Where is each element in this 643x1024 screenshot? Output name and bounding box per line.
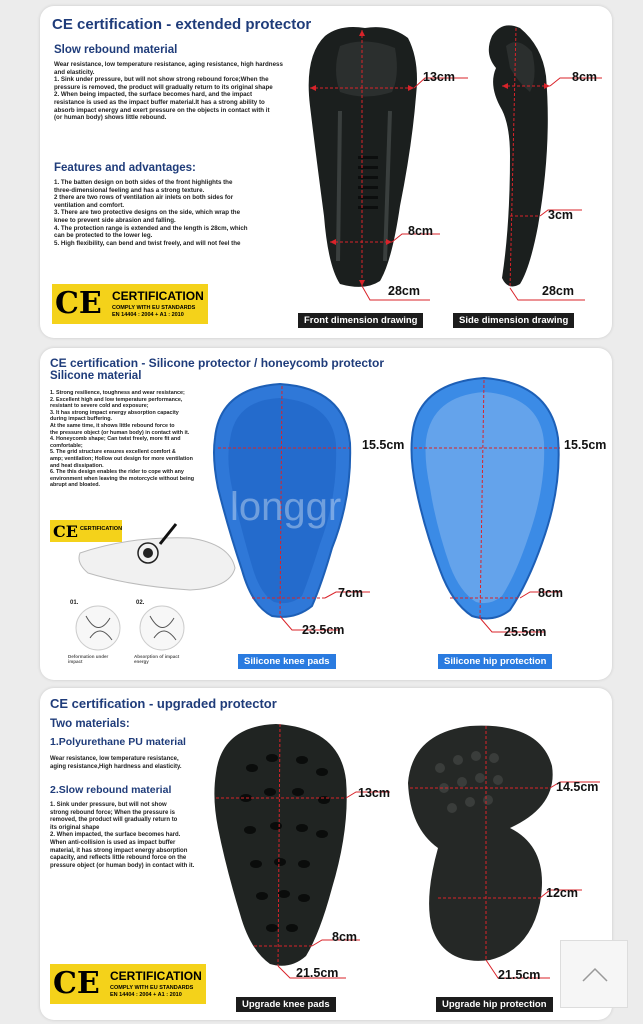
ce-mini-logo: CE bbox=[53, 522, 78, 541]
side-mid-width-label: 3cm bbox=[548, 208, 574, 222]
upgrade-hip-top-label: 14.5cm bbox=[556, 780, 599, 794]
front-caption: Front dimension drawing bbox=[298, 313, 423, 328]
step-2-note: Absorption of impact energy bbox=[134, 654, 180, 664]
ce-standard: COMPLY WITH EU STANDARDS EN 14404 : 2004 + A1 : 2010 bbox=[110, 985, 194, 998]
side-caption: Side dimension drawing bbox=[453, 313, 574, 328]
step-illustrations bbox=[76, 606, 184, 650]
ce-label: CERTIFICATION bbox=[112, 289, 204, 303]
upgrade-knee-length-label: 21.5cm bbox=[296, 966, 339, 980]
upgrade-hip-mid-label: 12cm bbox=[546, 886, 578, 900]
front-knee-pad-image bbox=[309, 27, 417, 287]
upgrade-knee-caption: Upgrade knee pads bbox=[236, 997, 336, 1012]
side-length-label: 28cm bbox=[542, 284, 574, 298]
section-title: CE certification - upgraded protector bbox=[50, 696, 277, 711]
side-top-width-label: 8cm bbox=[572, 70, 598, 84]
section-subtitle: Slow rebound material bbox=[54, 44, 178, 56]
material-1-description: Wear resistance, low temperature resistance, aging resistance,High hardness and elasticity. bbox=[50, 756, 182, 770]
material-1-title: 1.Polyurethane PU material bbox=[50, 736, 186, 748]
silicone-description: 1. Strong resilience, toughness and wear resistance; 2. Excellent high and low temperature performance, resistant to severe cold and exposure; 3. It has strong impact energy absorption capacity during impact buffering. At the same time, it shows little rebound force to the pressure object (or human body) in contact with it. 4. Honeycomb shape; Can twist freely, more fit and comfortable; 5. The grid structure ensures excellent comfort & amp; ventilation; Hollow out design for more ventilation and heat dissipation. 6. The this design enables the rider to cope with any environment when leaving the motorcycle without being abrupt and bloated. bbox=[50, 390, 195, 489]
hip-lower-label: 8cm bbox=[538, 586, 564, 600]
section-title: CE certification - extended protector bbox=[52, 16, 312, 33]
features-description: 1. The batten design on both sides of the front highlights the three-dimensional feeling and has a strong texture. 2 there are two rows of ventilation air inlets on both sides for ventilation and comfort. 3. There are two protective designs on the side, which wrap the knee to prevent side abrasion and falling. 4. The protection range is extended and the length is 28cm, which can be protected to the lower leg. 5. High flexibility, can bend and twist freely, and will not feel the bbox=[54, 179, 248, 247]
silicone-hip-caption: Silicone hip protection bbox=[438, 654, 552, 669]
step-1-note: Deformation under impact bbox=[68, 654, 109, 664]
knee-lower-label: 7cm bbox=[338, 586, 364, 600]
side-knee-pad-image bbox=[489, 25, 548, 286]
scroll-to-top-button[interactable] bbox=[560, 940, 628, 1008]
upgrade-hip-caption: Upgrade hip protection bbox=[436, 997, 553, 1012]
hip-width-label: 15.5cm bbox=[564, 438, 607, 452]
knee-length-label: 23.5cm bbox=[302, 623, 345, 637]
section-subtitle: Two materials: bbox=[50, 718, 130, 730]
silicone-knee-caption: Silicone knee pads bbox=[238, 654, 336, 669]
step-2-label: 02. bbox=[136, 600, 145, 606]
material-2-title: 2.Slow rebound material bbox=[50, 784, 172, 796]
material-2-description: 1. Sink under pressure, but will not show strong rebound force; When the pressure is removed, the product will gradually return to its original shape 2. When impacted, the surface becomes hard. When anti-collision is used as impact buffer material, it has strong impact energy absorption capacity, and reflects little rebound force on the pressure object (or human body) in contact with it. bbox=[50, 802, 195, 869]
ce-mini-label: CERTIFICATION bbox=[80, 526, 123, 532]
ce-label: CERTIFICATION bbox=[110, 969, 202, 983]
upgrade-hip-length-label: 21.5cm bbox=[498, 968, 541, 982]
upgrade-hip-pad-image bbox=[408, 726, 553, 961]
ce-logo: CE bbox=[55, 286, 102, 321]
upgrade-knee-pad-image bbox=[214, 724, 346, 966]
upgrade-knee-width-label: 13cm bbox=[358, 786, 390, 800]
step-1-label: 01. bbox=[70, 600, 79, 606]
hip-length-label: 25.5cm bbox=[504, 625, 547, 639]
material-description: Wear resistance, low temperature resistance, aging resistance, high hardness and elasticity. 1. Sink under pressure, but will not show strong rebound force;When the pressure is removed, the product will gradually return to its original shape 2. When being impacted, the surface becomes hard, and the impact resistance is used as the impact buffer material.It has a strong ability to absorb impact energy and exert pressure on the objects in contact with it (or human body) shows little rebound. bbox=[54, 61, 283, 122]
watermark-text: longgr arn bbox=[230, 485, 411, 529]
front-width-label: 13cm bbox=[423, 70, 455, 84]
front-lower-width-label: 8cm bbox=[408, 224, 434, 238]
upgraded-protector-panel bbox=[40, 688, 612, 1020]
upgrade-knee-lower-label: 8cm bbox=[332, 930, 358, 944]
silicone-hip-pad-image bbox=[412, 378, 559, 618]
section-subtitle: Silicone material bbox=[50, 370, 142, 382]
ce-standard: COMPLY WITH EU STANDARDS EN 14404 : 2004 + A1 : 2010 bbox=[112, 305, 196, 318]
honeycomb-illustration bbox=[79, 524, 235, 590]
ce-logo: CE bbox=[53, 966, 100, 1001]
chevron-up-icon bbox=[561, 941, 629, 1009]
section-title: CE certification - Silicone protector / honeycomb protector bbox=[50, 356, 385, 370]
extended-protector-panel bbox=[40, 6, 612, 338]
front-length-label: 28cm bbox=[388, 284, 420, 298]
features-subtitle: Features and advantages: bbox=[54, 162, 196, 174]
extended-protector-drawings bbox=[40, 6, 612, 338]
knee-width-label: 15.5cm bbox=[362, 438, 405, 452]
silicone-protector-panel bbox=[40, 348, 612, 680]
